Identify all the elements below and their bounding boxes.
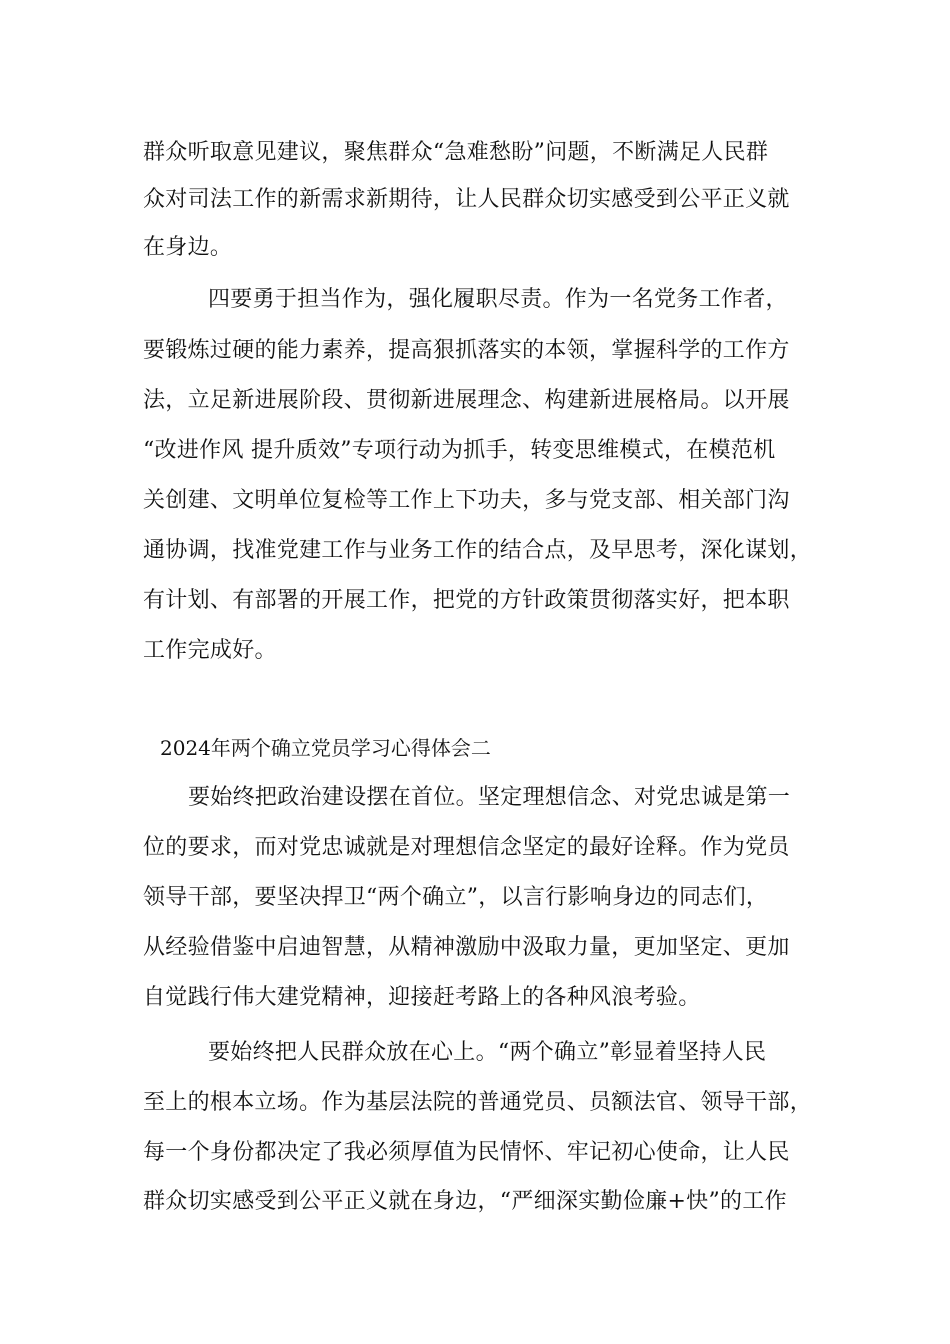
paragraph-line: “改进作风 提升质效”专项行动为抓手，转变思维模式，在模范机 — [143, 438, 776, 463]
paragraph-line: 群众切实感受到公平正义就在身边，“严细深实勤俭廉+快”的工作 — [143, 1189, 787, 1214]
section-title: 2024年两个确立党员学习心得体会二 — [160, 736, 491, 760]
paragraph-line: 至上的根本立场。作为基层法院的普通党员、员额法官、领导干部， — [143, 1090, 813, 1115]
paragraph-line: 要始终把人民群众放在心上。“两个确立”彰显着坚持人民 — [208, 1040, 767, 1065]
paragraph-line: 通协调，找准党建工作与业务工作的结合点，及早思考，深化谋划， — [143, 538, 813, 563]
paragraph-line: 有计划、有部署的开展工作，把党的方针政策贯彻落实好，把本职 — [143, 588, 790, 613]
paragraph-line: 从经验借鉴中启迪智慧，从精神激励中汲取力量，更加坚定、更加 — [143, 935, 790, 960]
paragraph-line: 在身边。 — [143, 235, 233, 260]
paragraph-line: 众对司法工作的新需求新期待，让人民群众切实感受到公平正义就 — [143, 187, 790, 212]
paragraph-line: 要始终把政治建设摆在首位。坚定理想信念、对党忠诚是第一 — [188, 785, 791, 810]
paragraph-line: 关创建、文明单位复检等工作上下功夫，多与党支部、相关部门沟 — [143, 488, 790, 513]
paragraph-line: 法，立足新进展阶段、贯彻新进展理念、构建新进展格局。以开展 — [143, 388, 790, 413]
paragraph-line: 要锻炼过硬的能力素养，提高狠抓落实的本领，掌握科学的工作方 — [143, 338, 790, 363]
paragraph-line: 工作完成好。 — [143, 638, 277, 663]
paragraph-line: 领导干部，要坚决捍卫“两个确立”，以言行影响身边的同志们， — [143, 885, 769, 910]
paragraph-line: 位的要求，而对党忠诚就是对理想信念坚定的最好诠释。作为党员 — [143, 835, 790, 860]
paragraph-line: 每一个身份都决定了我必须厚值为民情怀、牢记初心使命，让人民 — [143, 1140, 790, 1165]
paragraph-line: 自觉践行伟大建党精神，迎接赶考路上的各种风浪考验。 — [143, 985, 701, 1010]
paragraph-line: 四要勇于担当作为，强化履职尽责。作为一名党务工作者， — [208, 287, 788, 312]
paragraph-line: 群众听取意见建议，聚焦群众“急难愁盼”问题，不断满足人民群 — [143, 140, 769, 165]
